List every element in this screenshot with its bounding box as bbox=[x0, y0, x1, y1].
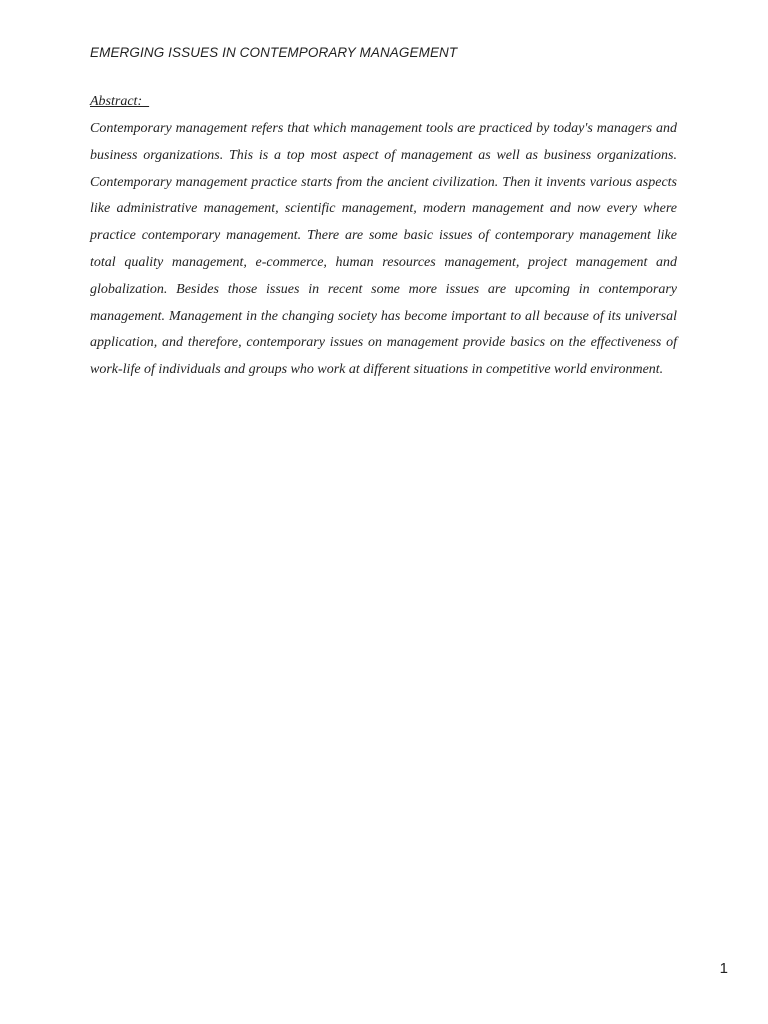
abstract-body: Contemporary management refers that which management tools are practiced by today's managers and business organizations. This is a top most aspect of management as well as business organizations. Contemporary management practice starts from the ancient civilization. Then it invents various aspects like administrative management, scientific management, modern management and now every where practice contemporary management. There are some basic issues of contemporary management like total quality management, e-commerce, human resources management, project management and globalization. Besides those issues in recent some more issues are upcoming in contemporary management. Management in the changing society has become important to all because of its universal application, and therefore, contemporary issues on management provide basics on the effectiveness of work-life of individuals and groups who work at different situations in competitive world environment. bbox=[90, 121, 677, 378]
abstract-heading: Abstract: bbox=[90, 94, 150, 109]
page-number: 1 bbox=[719, 960, 728, 977]
document-title: EMERGING ISSUES IN CONTEMPORARY MANAGEMENT bbox=[90, 45, 458, 60]
